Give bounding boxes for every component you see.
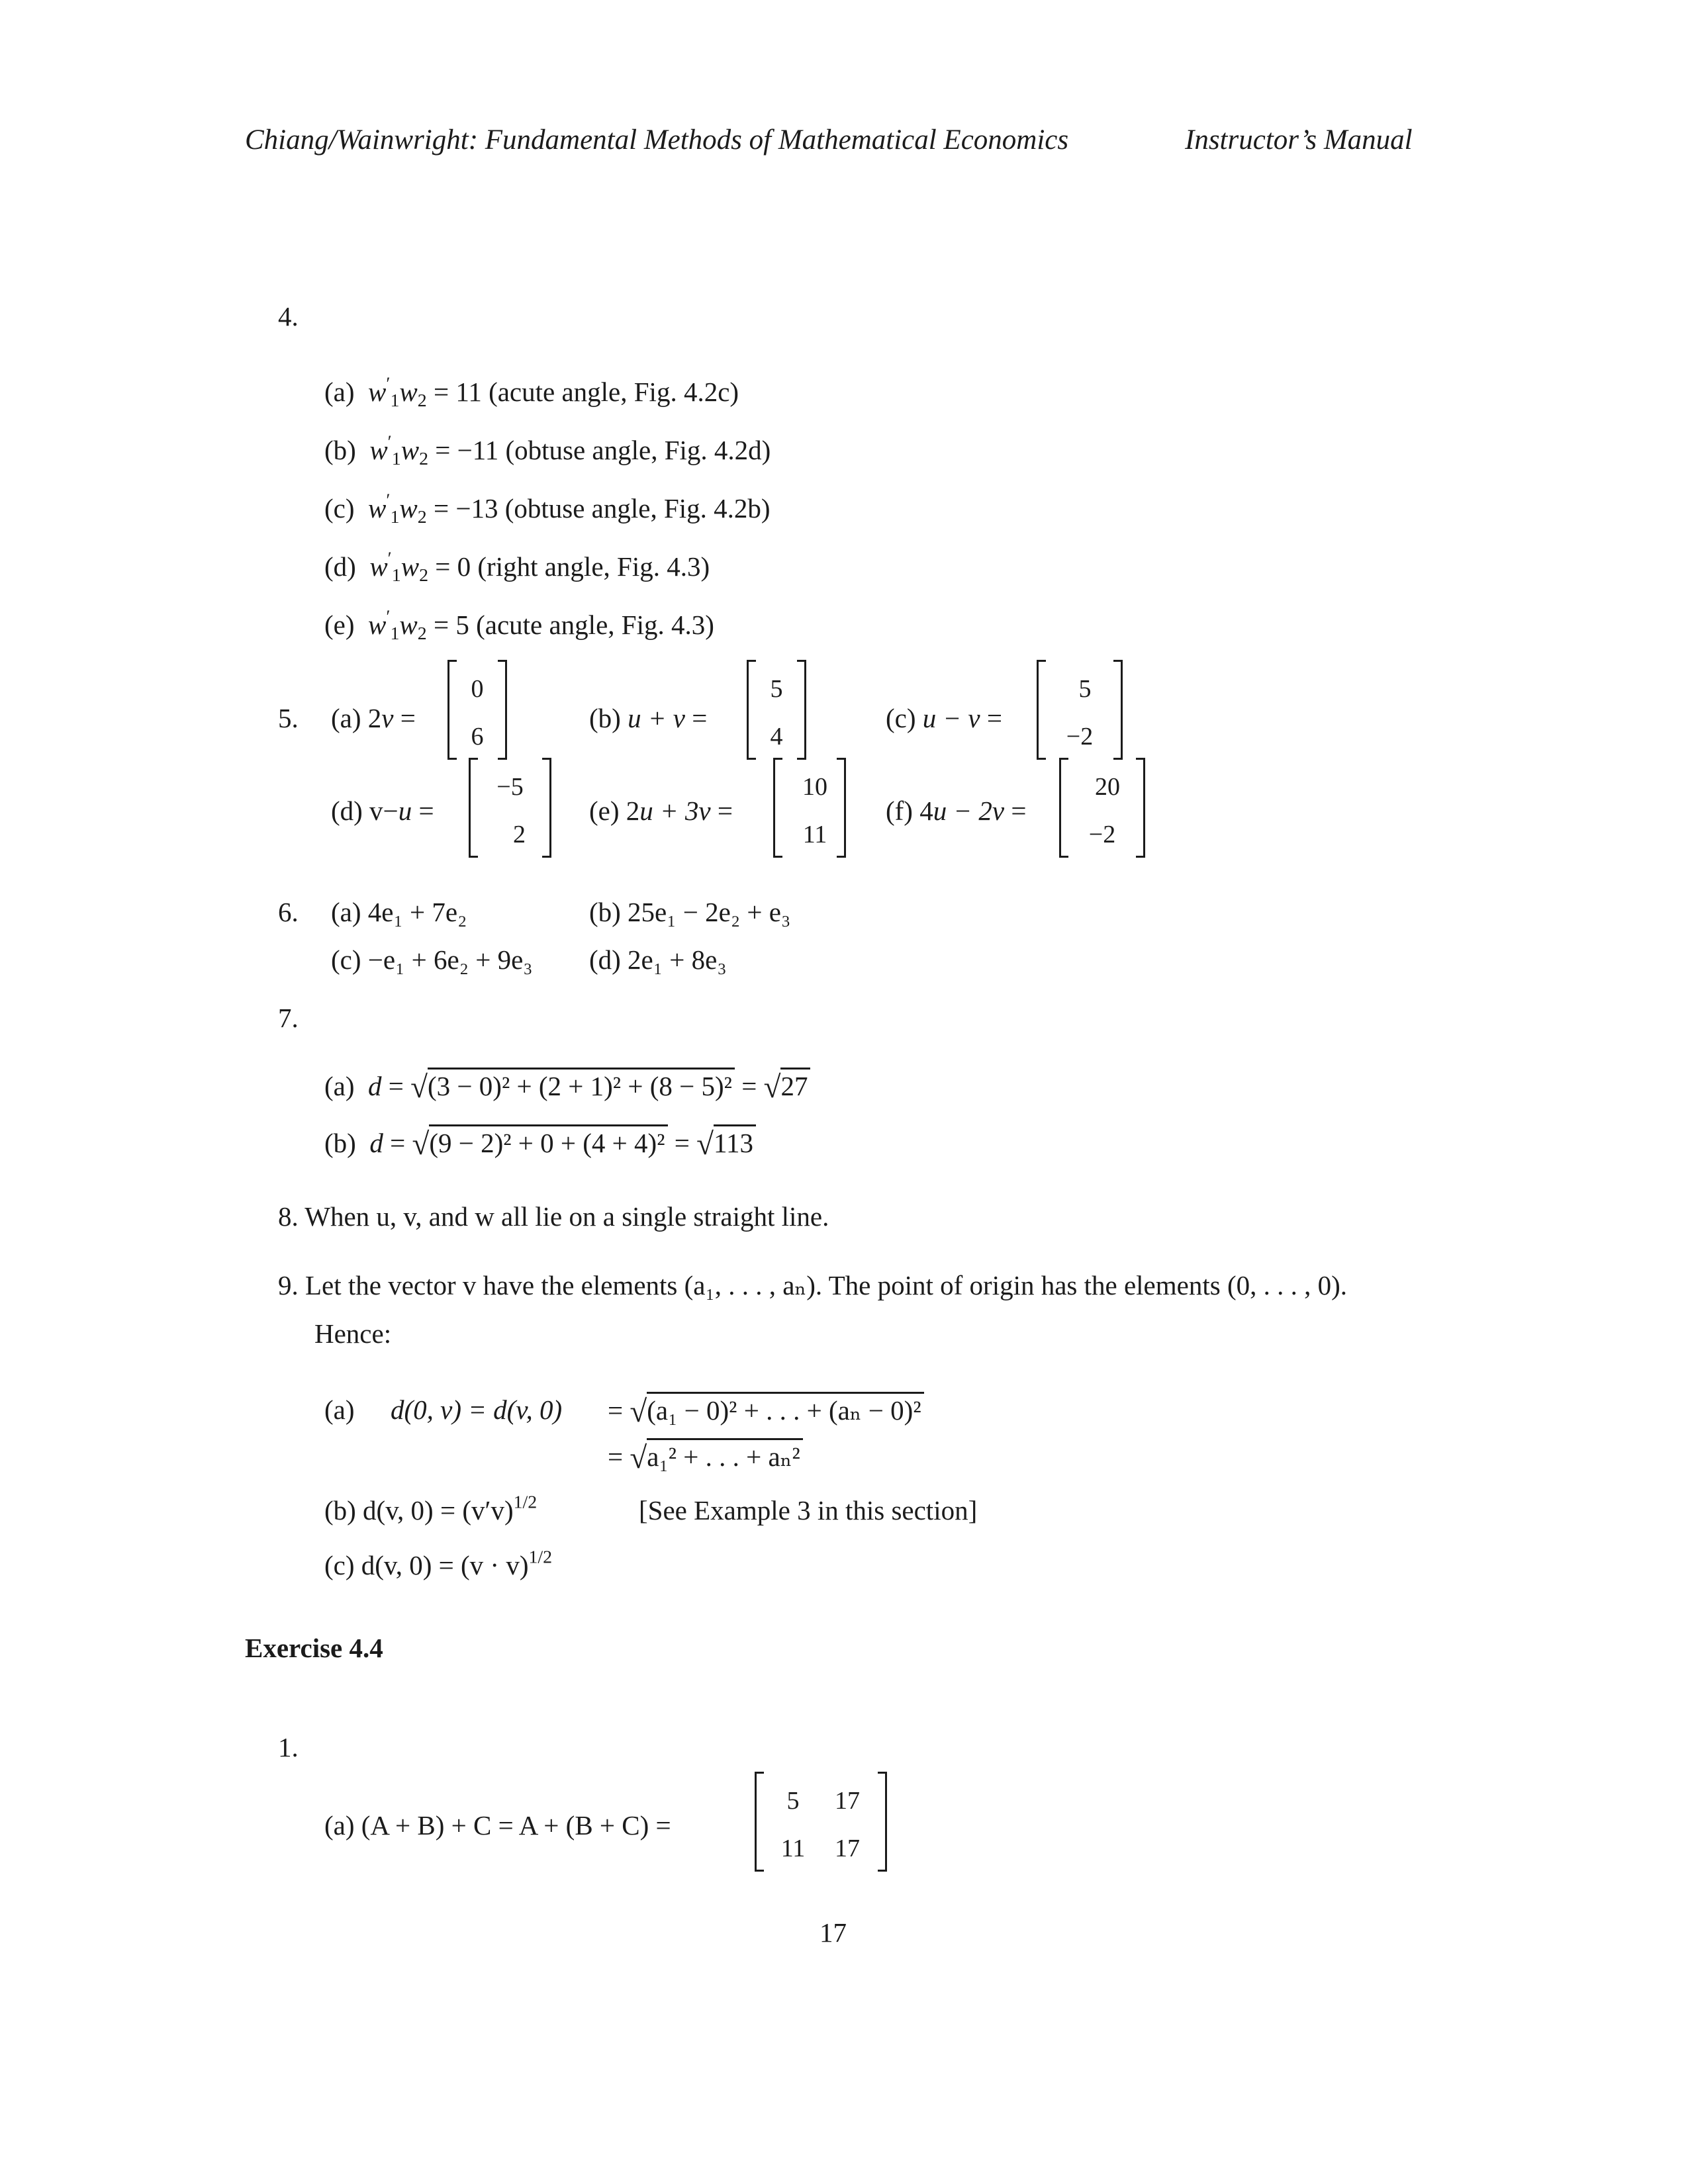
vector-entry: −2 [1066, 723, 1094, 751]
sqrt-symbol: √(3 − 0)² + (2 + 1)² + (8 − 5)² [410, 1072, 735, 1103]
matrix-result [755, 1774, 887, 1870]
vector-entry: 4 [770, 723, 783, 751]
sqrt-symbol: √27 [764, 1072, 811, 1103]
problem-4-number: 4. [278, 301, 299, 332]
problem-5e-vector [773, 760, 846, 856]
problem-5f-label: (f) 4u − 2v = [886, 796, 1027, 826]
exercise-heading: Exercise 4.4 [245, 1633, 383, 1663]
running-header-title: Chiang/Wainwright: Fundamental Methods of Mathematical Economics [245, 124, 1069, 156]
vector-entry: 2 [513, 821, 526, 848]
vector-entry: 0 [471, 675, 484, 703]
problem-5d-vector [469, 760, 551, 856]
exercise-4-4-problem-1a: (a) (A + B) + C = A + (B + C) = [324, 1810, 671, 1841]
page-number: 17 [820, 1917, 847, 1948]
problem-7b: (b) d = √(9 − 2)² + 0 + (4 + 4)² = √113 [324, 1129, 756, 1160]
problem-6c: (c) −e₁ + 6e₂ + 9e₃ [331, 944, 533, 975]
vector-entry: 5 [1078, 675, 1092, 703]
problem-4-item-a: (a) $w'_1w_2 = 11$ (acute angle, Fig. 4.2c) [324, 373, 739, 411]
problem-4-item-b: (b) $w'_1w_2 = -11$ (obtuse angle, Fig. 4.2d) [324, 432, 771, 469]
matrix-entry: 17 [835, 1835, 860, 1862]
exercise-4-4-problem-1-number: 1. [278, 1732, 299, 1762]
problem-6a: (a) 4e₁ + 7e₂ [331, 897, 467, 927]
vector-entry: −2 [1088, 821, 1116, 848]
problem-7a: (a) d = √(3 − 0)² + (2 + 1)² + (8 − 5)² = √27 [324, 1072, 810, 1103]
problem-6-number: 6. [278, 897, 299, 927]
problem-5b-label: (b) u + v = [589, 703, 708, 733]
vector-entry: 10 [802, 773, 827, 801]
matrix-entry: 17 [835, 1787, 860, 1815]
problem-5c-vector [1037, 662, 1123, 758]
problem-7-number: 7. [278, 1003, 299, 1033]
problem-5f-vector [1059, 760, 1145, 856]
vector-entry: 6 [471, 723, 484, 751]
problem-5a-vector [447, 662, 507, 758]
problem-9a-lhs: d(0, v) = d(v, 0) [391, 1394, 563, 1425]
problem-4-item-c: (c) $w'_1w_2 = -13$ (obtuse angle, Fig. 4.2b) [324, 490, 771, 527]
problem-6b: (b) 25e₁ − 2e₂ + e₃ [589, 897, 791, 927]
vector-entry: −5 [496, 773, 524, 801]
problem-9b-note: [See Example 3 in this section] [639, 1495, 978, 1525]
problem-5-number: 5. [278, 703, 299, 733]
sqrt-symbol: √113 [696, 1129, 756, 1160]
problem-4-item-d: (d) $w'_1w_2 = 0$ (right angle, Fig. 4.3) [324, 548, 710, 586]
problem-5a-label: (a) 2v = [331, 703, 416, 733]
problem-8: 8. When u, v, and w all lie on a single straight line. [278, 1201, 829, 1232]
problem-9-line-1: 9. Let the vector v have the elements (a₁, . . . , aₙ). The point of origin has the elements (0, . . . , 0). [278, 1270, 1347, 1300]
matrix-entry: 5 [786, 1787, 800, 1815]
problem-5e-label: (e) 2u + 3v = [589, 796, 733, 826]
vector-entry: 20 [1095, 773, 1120, 801]
problem-9-line-2: Hence: [314, 1318, 392, 1349]
problem-9a-rhs-2: = √a₁² + . . . + aₙ² [608, 1443, 803, 1474]
problem-5d-label: (d) v−u = [331, 796, 434, 826]
problem-5c-label: (c) u − v = [886, 703, 1003, 733]
problem-4-item-e: (e) $w'_1w_2 = 5$ (acute angle, Fig. 4.3) [324, 606, 714, 644]
running-header-manual: Instructor’s Manual [1185, 124, 1413, 156]
problem-9a-label: (a) [324, 1394, 355, 1425]
sqrt-symbol: √a₁² + . . . + aₙ² [630, 1443, 802, 1474]
problem-9a-rhs-1: = √(a₁ − 0)² + . . . + (aₙ − 0)² [608, 1396, 924, 1428]
problem-9c: (c) d(v, $0) = (v \cdot v)^{1/2}$ [324, 1547, 553, 1580]
vector-entry: 5 [770, 675, 783, 703]
problem-9b: (b) d(v, $0) = (v'v)^{1/2}$ [324, 1492, 538, 1525]
sqrt-symbol: √(a₁ − 0)² + . . . + (aₙ − 0)² [630, 1396, 923, 1428]
sqrt-symbol: √(9 − 2)² + 0 + (4 + 4)² [412, 1129, 667, 1160]
vector-entry: 11 [802, 821, 827, 848]
matrix-entry: 11 [780, 1835, 806, 1862]
problem-5b-vector [747, 662, 806, 758]
problem-6d: (d) 2e₁ + 8e₃ [589, 944, 727, 975]
